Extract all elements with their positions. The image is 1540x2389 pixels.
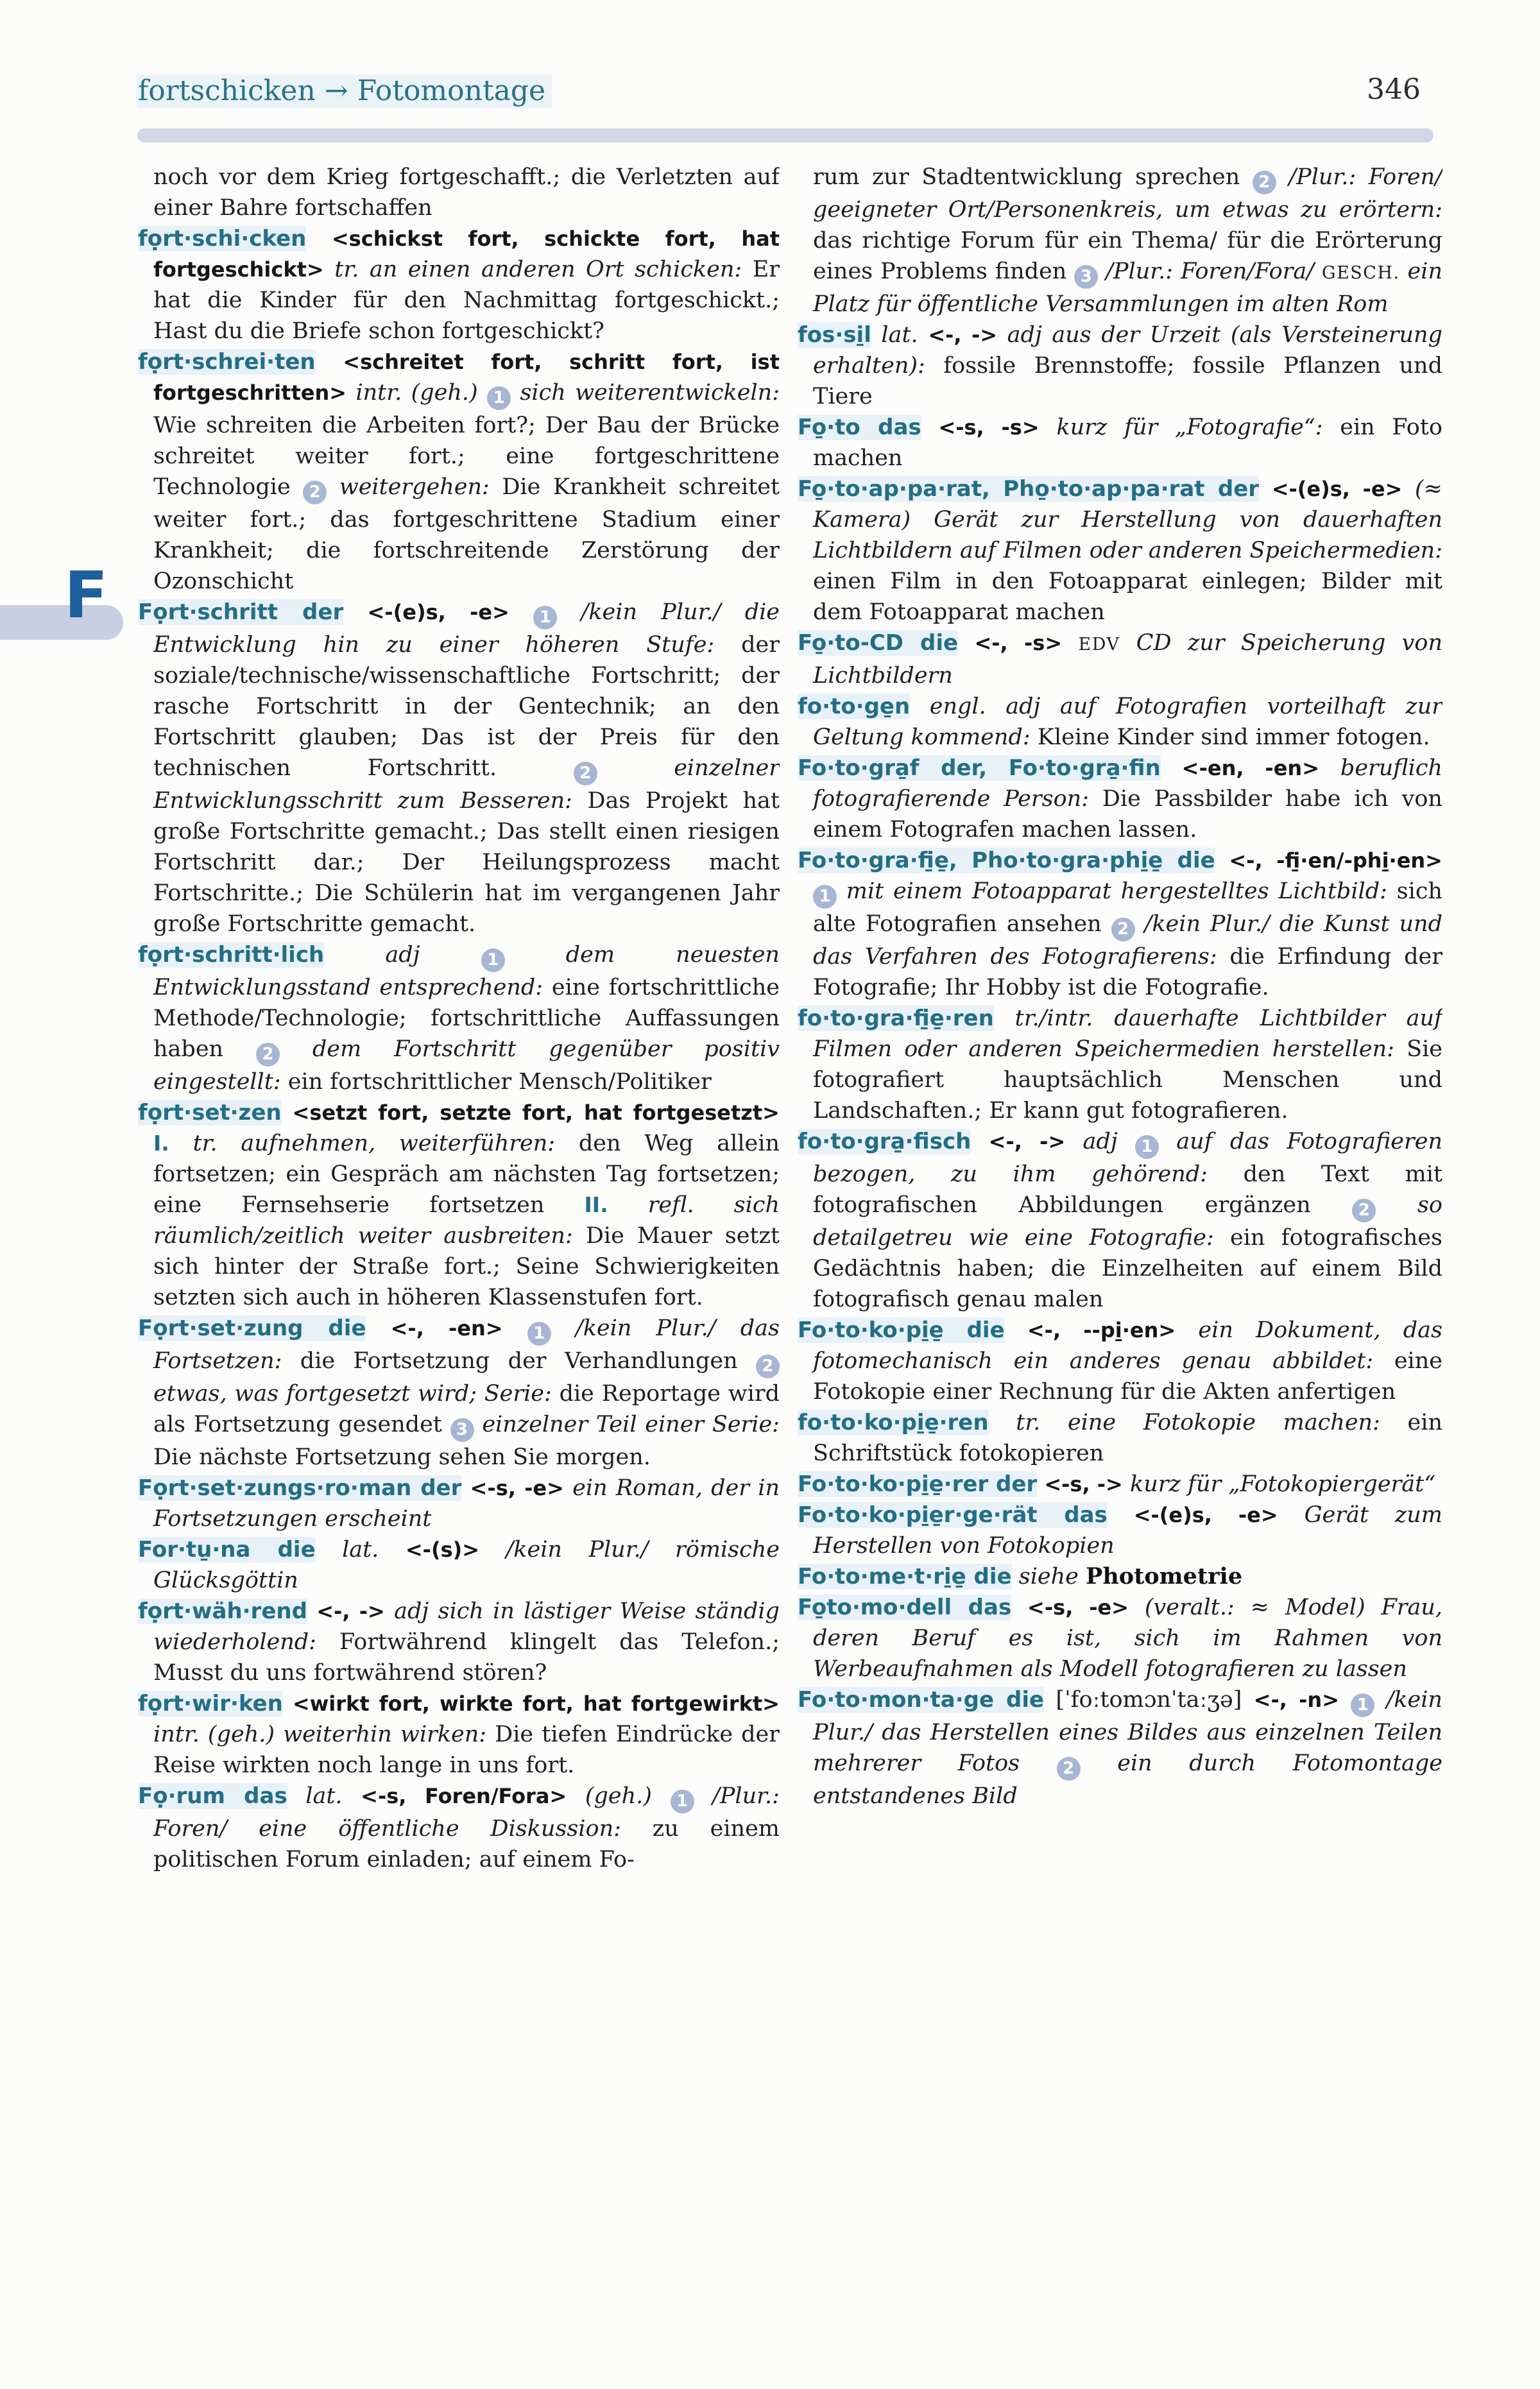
example-text: eine Fotokopie einer Rechnung für die Akten anfertigen [813,1348,1442,1405]
definition-text: mit einem Fotoapparat hergestelltes Lichtbild: [846,878,1387,904]
headword: Fo·to·ko·pi̱e̱r·ge·rät das [798,1502,1108,1528]
dictionary-entry [798,474,1442,628]
dictionary-entry [138,347,780,597]
example-text: Wie schreiten die Arbeiten fort?; Der Bau der Brücke schreitet weiter fort.; eine fortgeschrittene Technologie [153,413,780,500]
headword: fo·to·ko·pi̱e̱·ren [798,1410,989,1435]
definition-text: ein durch Fotomontage entstandenes Bild [813,1751,1442,1809]
example-text: ein Foto machen [813,415,1442,471]
sense-number-icon: 3 [450,1418,474,1442]
definition-text: (geh.) [585,1783,652,1809]
dictionary-entry [798,845,1442,1003]
inflection-info: <-, -fi̱·en/-phi̱·en> [1229,848,1442,873]
inflection-info: <-, -n> [1253,1688,1340,1712]
dictionary-entry [798,628,1442,691]
roman-numeral-label: I. [153,1131,169,1156]
definition-text: tr./intr. dauerhafte Lichtbilder auf Filmen oder anderen Speichermedien herstellen: [813,1006,1442,1062]
definition-text: etwas, was fortgesetzt wird; Serie: [153,1381,552,1407]
headword: Fọ·rum das [138,1783,287,1809]
definition-text: weitergehen: [339,474,490,500]
dictionary-entry [798,1469,1442,1500]
headword: Fọrt·set·zung die [138,1315,366,1341]
sense-number-icon: 1 [1351,1693,1374,1717]
example-text: die Fortsetzung der Verhandlungen [300,1348,738,1374]
definition-text: tr. eine Fotokopie machen: [1016,1410,1380,1435]
definition-text: adj sich in lästiger Weise ständig wiederholend: [153,1598,780,1655]
right-column [798,162,1442,2343]
definition-text: /Plur.: Foren/Fora/ [1106,259,1315,284]
inflection-info: <-(s)> [405,1537,480,1562]
example-text: den Weg allein fortsetzen; ein Gespräch am nächsten Tag fortsetzen; eine Fernsehserie fortsetzen [153,1131,780,1218]
sense-number-icon: 3 [1074,265,1098,289]
dictionary-entry [798,1407,1442,1469]
example-text: zu einem politischen Forum einladen; auf einem Fo- [153,1816,780,1872]
headword: Fo̱·to das [798,415,921,440]
dictionary-entry [798,1126,1442,1315]
sense-number-icon: 1 [481,948,505,972]
entry-continuation [138,162,780,223]
dictionary-entry [138,1596,780,1688]
subject-label: EDV [1078,635,1120,655]
inflection-info: <schickst fort, schickte fort, hat fortgeschickt> [153,227,780,282]
definition-text: Gerät zum Herstellen von Fotokopien [813,1502,1442,1559]
inflection-info: <-, -> [316,1599,385,1623]
inflection-info: <-, -s> [974,631,1063,655]
headword: fo·to·ge̱n [798,694,911,719]
example-text: Sie fotografiert hauptsächlich Menschen und Landschaften.; Er kann gut fotografieren. [813,1036,1442,1124]
example-text: rum zur Stadtentwicklung sprechen [813,164,1240,190]
definition-text: kurz für „Fotokopiergerät“ [1130,1471,1436,1497]
definition-text: CD zur Speicherung von Lichtbildern [813,630,1442,689]
definition-text: (veralt.: ≈ Model) Frau, deren Beruf es ist, sich im Rahmen von Werbeaufnahmen als Modell fotografieren zu lassen [813,1595,1442,1682]
headword: fọrt·wir·ken [138,1691,283,1717]
sense-number-icon: 1 [487,386,511,410]
definition-text: einzelner Entwicklungsschritt zum Besseren: [153,755,780,814]
headword: fo·to·gra·fi̱e̱·ren [798,1006,994,1031]
dictionary-entry [138,1534,780,1596]
dictionary-entry [138,1473,780,1534]
sense-number-icon: 2 [256,1043,280,1066]
headword: fọrt·schritt·lich [138,942,325,968]
example-text: Das Projekt hat große Fortschritte gemacht.; Das stellt einen riesigen Fortschritt dar.; Der Heilungsprozess macht Fortschritte.; Die Schülerin hat im vergangenen Jahr große Fortschritte gemacht. [153,788,780,937]
definition-text: /kein Plur./ die Kunst und das Verfahren des Fotografierens: [813,911,1442,970]
headword: Fo·to·me·t·ri̱e̱ die [798,1564,1012,1589]
definition-text: ein Dokument, das fotomechanisch ein anderes genau abbildet: [813,1317,1442,1374]
example-text: Er hat die Kinder für den Nachmittag fortgeschickt.; Hast du die Briefe schon fortgeschickt? [153,257,780,344]
dictionary-entry [138,1781,780,1875]
sense-number-icon: 1 [671,1790,694,1813]
example-text: Kleine Kinder sind immer fotogen. [1037,724,1430,750]
example-text: sich alte Fotografien ansehen [813,878,1442,937]
definition-text: /Plur.: Foren/ geeigneter Ort/Personenkreis, um etwas zu erörtern: [813,164,1442,223]
example-text: noch vor dem Krieg fortgeschafft.; die Verletzten auf einer Bahre fortschaffen [153,164,780,221]
sense-number-icon: 2 [303,481,327,504]
definition-text: adj aus der Urzeit (als Versteinerung erhalten): [813,322,1442,379]
inflection-info: <-(e)s, -e> [1133,1503,1278,1527]
inflection-info: <-s, -e> [1027,1595,1129,1620]
inflection-info: <-en, -en> [1181,756,1319,780]
header-divider-bar [137,128,1433,142]
inflection-info: <-(e)s, -e> [367,600,509,624]
headword: For·tu̱·na die [138,1537,316,1563]
inflection-info: <-s, -> [1044,1472,1123,1496]
example-text: den Text mit fotografischen Abbildungen ergänzen [813,1161,1442,1218]
example-text: einen Film in den Fotoapparat einlegen; Bilder mit dem Fotoapparat machen [813,569,1442,625]
headword: Fọrt·schritt der [138,599,344,625]
dictionary-entry [798,1592,1442,1684]
headword: fo·to·gra̱·fisch [798,1129,971,1154]
definition-text: (≈ Kamera) Gerät zur Herstellung von dauerhaften Lichtbildern auf Filmen oder anderen Speichermedien: [813,476,1442,563]
headword: Fo·to·gra·fi̱e̱, Pho·to·gra·phi̱e̱ die [798,848,1215,873]
dictionary-entry [798,320,1442,412]
letter-tab: F [64,558,108,633]
example-text: die Reportage wird als Fortsetzung gesendet [153,1381,780,1437]
headword: Fo·to·ko·pi̱e̱·rer der [798,1471,1038,1497]
cross-reference: Photometrie [1086,1563,1243,1589]
definition-text: sich weiterentwickeln: [520,380,780,406]
definition-text: lat. [342,1537,379,1563]
dictionary-entry [798,753,1442,845]
headword: fọrt·schi·cken [138,226,307,252]
dictionary-entry [798,412,1442,474]
headword: fos·si̱l [798,322,871,348]
headword: Fo̱to·mo·dell das [798,1595,1012,1620]
inflection-info: <-, -> [988,1129,1066,1154]
sense-number-icon: 2 [1253,171,1276,194]
dictionary-entry [798,1561,1442,1592]
definition-text: engl. adj auf Fotografien vorteilhaft zur Geltung kommend: [813,694,1442,750]
sense-number-icon: 2 [574,762,597,785]
example-text: Die tiefen Eindrücke der Reise wirkten noch lange in uns fort. [153,1722,780,1778]
example-text: ein fotografisches Gedächtnis haben; die Einzelheiten auf einem Bild fotografisch genau malen [813,1225,1442,1312]
page-number: 346 [1367,73,1421,106]
dictionary-entry [138,597,780,939]
dictionary-entry [798,1684,1442,1811]
example-text: Die nächste Fortsetzung sehen Sie morgen. [153,1444,651,1470]
definition-text: /kein Plur./ das Herstellen eines Bildes aus einzelnen Teilen mehrerer Fotos [813,1687,1442,1776]
headword: fọrt·wäh·rend [138,1598,307,1624]
example-text: Die Mauer setzt sich hinter der Straße fort.; Seine Schwierigkeiten setzten sich auch in höheren Klassenstufen fort. [153,1223,780,1310]
headword: fọrt·set·zen [138,1100,282,1126]
inflection-info: <-, -en> [390,1316,503,1340]
definition-text: siehe [1018,1564,1079,1589]
definition-text: lat. [305,1783,343,1809]
definition-text: refl. sich räumlich/zeitlich weiter ausbreiten: [153,1192,780,1249]
inflection-info: <setzt fort, setzte fort, hat fortgesetzt> [292,1100,780,1125]
example-text: ein Schriftstück fotokopieren [813,1410,1442,1466]
headword: fọrt·schrei·ten [138,349,316,375]
dictionary-entry [138,1688,780,1781]
inflection-info: <-s, -s> [938,415,1040,440]
definition-text: kurz für „Fotografie“: [1056,415,1323,440]
definition-text: ein Platz für öffentliche Versammlungen im alten Rom [813,259,1442,317]
example-text: fossile Brennstoffe; fossile Pflanzen und Tiere [813,353,1442,409]
sense-number-icon: 2 [756,1355,780,1378]
example-text: das richtige Forum für ein Thema/ für die Erörterung eines Problems finden [813,228,1442,284]
dictionary-entry [138,223,780,347]
inflection-info: <-, -> [928,323,998,347]
example-text: Fortwährend klingelt das Telefon.; Musst du uns fortwährend stören? [153,1629,780,1686]
dictionary-entry [138,939,780,1097]
headword: Fo̱·to·ap·pa·rat, Pho̱·to·ap·pa·rat der [798,476,1260,502]
roman-numeral-label: II. [584,1192,608,1217]
dictionary-entry [798,1003,1442,1126]
definition-text: intr. (geh.) [355,380,478,406]
dictionary-entry [798,1315,1442,1407]
example-text: ein fortschrittlicher Mensch/Politiker [287,1069,712,1095]
definition-text: /Plur.: Foren/ eine öffentliche Diskussion: [153,1783,780,1842]
headword: Fọrt·set·zungs·ro·man der [138,1475,462,1501]
subject-label: GESCH. [1322,263,1400,283]
example-text: eine fortschrittliche Methode/Technologie; fortschrittliche Auffassungen haben [153,975,780,1062]
definition-text: ein Roman, der in Fortsetzungen erscheint [153,1475,780,1532]
inflection-info: <-(e)s, -e> [1271,477,1403,501]
definition-text: intr. (geh.) weiterhin wirken: [153,1722,487,1747]
definition-text: /kein Plur./ die Entwicklung hin zu einer höheren Stufe: [153,599,780,658]
page-header-range: fortschicken → Fotomontage [137,74,552,108]
definition-text: so detailgetreu wie eine Fotografie: [813,1192,1442,1251]
headword: Fo·to·ko·pi̱e̱ die [798,1317,1005,1343]
inflection-info: <schreitet fort, schritt fort, ist fortgeschritten> [153,350,780,405]
inflection-info: <-, --pi̱·en> [1027,1318,1176,1342]
definition-text: dem neuesten Entwicklungsstand entsprechend: [153,942,780,1000]
definition-text: auf das Fotografieren bezogen, zu ihm gehörend: [813,1129,1442,1187]
sense-number-icon: 1 [1135,1135,1159,1159]
sense-number-icon: 2 [1057,1757,1081,1781]
example-text: [ˈfoːtomɔnˈtaːʒə] [1056,1687,1242,1713]
definition-text: /kein Plur./ das Fortsetzen: [153,1315,780,1374]
definition-text: einzelner Teil einer Serie: [482,1412,780,1437]
definition-text: adj [1082,1129,1118,1154]
definition-text: dem Fortschritt gegenüber positiv eingestellt: [153,1036,780,1095]
definition-text: lat. [881,322,918,348]
example-text: Die Passbilder habe ich von einem Fotografen machen lassen. [813,786,1442,843]
sense-number-icon: 1 [533,606,557,629]
example-text: der soziale/technische/wissenschaftliche Fortschritt; der rasche Fortschritt in der Gentechnik; an den Fortschritt glauben; Das ist der Preis für den technischen Fortschritt. [153,632,780,781]
sense-number-icon: 1 [813,885,837,909]
example-text: Die Krankheit schreitet weiter fort.; das fortgeschrittene Stadium einer Krankheit; die fortschreitende Zerstörung der Ozonschicht [153,474,780,594]
sense-number-icon: 1 [527,1322,551,1346]
dictionary-entry [798,1500,1442,1561]
inflection-info: <wirkt fort, wirkte fort, hat fortgewirkt> [292,1691,780,1716]
definition-text: adj [385,942,420,968]
definition-text: tr. an einen anderen Ort schicken: [334,257,742,282]
inflection-info: <-s, -e> [470,1476,564,1500]
dictionary-entry [138,1313,780,1473]
headword: Fo·to·gra̱f der, Fo·to·gra̱·fin [798,755,1161,781]
sense-number-icon: 2 [1111,918,1135,941]
dictionary-entry [798,691,1442,753]
dictionary-entry [138,1097,780,1313]
headword: Fo̱·to-CD die [798,630,959,656]
entry-continuation [798,162,1442,320]
definition-text: tr. aufnehmen, weiterführen: [193,1131,556,1156]
headword: Fo·to·mon·ta·ge die [798,1687,1045,1713]
example-text: die Erfindung der Fotografie; Ihr Hobby ist die Fotografie. [813,944,1442,1000]
definition-text: /kein Plur./ römische Glücksgöttin [153,1537,780,1593]
definition-text: beruflich fotografierende Person: [813,755,1442,812]
left-column [138,162,780,2343]
sense-number-icon: 2 [1352,1199,1376,1222]
inflection-info: <-s, Foren/Fora> [361,1784,567,1808]
